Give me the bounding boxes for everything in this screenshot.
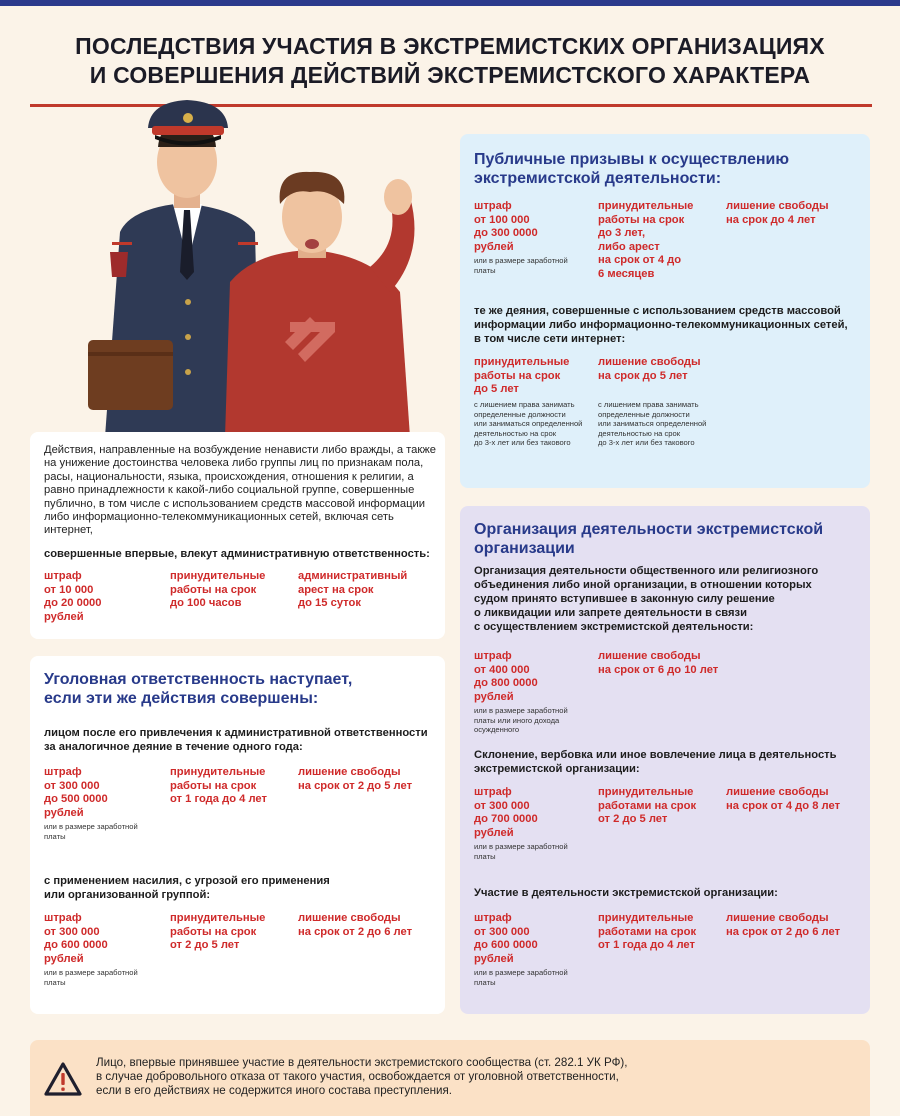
- admin-forced-labor: принудительные работы на срок до 100 часов: [170, 570, 266, 609]
- page-title-line1: ПОСЛЕДСТВИЯ УЧАСТИЯ В ЭКСТРЕМИСТСКИХ ОРГАНИЗАЦИЯХ: [75, 33, 825, 59]
- criminal-case1-forced-labor: принудительные работы на срок от 1 года до 4 лет: [170, 766, 267, 805]
- organization-heading: Организация деятельности экстремистской организации: [474, 521, 824, 557]
- criminal-case2-fine-note: или в размере заработной платы: [44, 968, 138, 987]
- organization-label1: Организация деятельности общественного или религиозного объединения либо иной организации, в отношении которых судом принято вступившее в законную силу решение о ликвидации или запрете деятельности в связи с осуществлением экстремистской деятельности:: [474, 565, 819, 633]
- illustration-officer-and-youth: [80, 92, 440, 437]
- top-stripe: [0, 0, 900, 6]
- criminal-case1-fine-note: или в размере заработной платы: [44, 822, 138, 841]
- organization-panel: [460, 506, 870, 1014]
- organization-label2: Склонение, вербовка или иное вовлечение лица в деятельность экстремистской организации:: [474, 749, 837, 775]
- criminal-case1-label: лицом после его привлечения к административной ответственности за аналогичное деяние в течение одного года:: [44, 727, 428, 753]
- criminal-case1-imprisonment: лишение свободы на срок от 2 до 5 лет: [298, 766, 413, 792]
- organization-label3: Участие в деятельности экстремистской организации:: [474, 887, 778, 899]
- public-calls-heading: Публичные призывы к осуществлению экстремистской деятельности:: [474, 151, 790, 187]
- organization-o1-fine-note: или в размере заработной платы или иного дохода осужденного: [474, 706, 568, 734]
- organization-o2-forced-labor: принудительные работами на срок от 2 до 5 лет: [598, 786, 697, 825]
- notice-text: Лицо, впервые принявшее участие в деятельности экстремистского сообщества (ст. 282.1 УК РФ), в случае добровольного отказа от такого участия, освобождается от уголовной ответственности, если в его действиях не содержится иного состава преступления.: [96, 1056, 628, 1098]
- public-calls-fine-note: или в размере заработной платы: [474, 256, 568, 275]
- organization-o1-imprisonment: лишение свободы на срок от 6 до 10 лет: [598, 650, 719, 676]
- criminal-case2-forced-labor: принудительные работы на срок от 2 до 5 лет: [170, 912, 266, 951]
- organization-o2-imprisonment: лишение свободы на срок от 4 до 8 лет: [726, 786, 841, 812]
- criminal-case1-fine: штраф от 300 000 до 500 0000 рублей: [44, 766, 108, 819]
- organization-o1-fine: штраф от 400 000 до 800 0000 рублей: [474, 650, 538, 703]
- organization-o3-fine-note: или в размере заработной платы: [474, 968, 568, 987]
- public-calls-fine: штраф от 100 000 до 300 0000 рублей: [474, 200, 538, 253]
- public-calls-media-imprisonment-note: с лишением права занимать определенные должности или заниматься определенной деятельностью на срок до 3-х лет или без такового: [598, 400, 707, 447]
- organization-o3-fine: штраф от 300 000 до 600 0000 рублей: [474, 912, 538, 965]
- admin-description: Действия, направленные на возбуждение ненависти либо вражды, а также на унижение достоинства человека либо группы лиц по признакам пола, расы, национальности, языка, происхождения, отношения к религии, а равно принадлежности к какой-либо социальной группе, совершенные публично, в том числе с использованием средств массовой информации либо информационно-телекоммуникационных сетей, включая сеть интернет,: [44, 444, 436, 537]
- page-title: [20, 32, 880, 90]
- criminal-liability-panel: [30, 656, 445, 1014]
- notice-banner: [30, 1040, 870, 1116]
- public-calls-media-label: те же деяния, совершенные с использованием средств массовой информации либо информационно-телекоммуникационных сетей, в том числе сети интернет:: [474, 305, 848, 345]
- public-calls-media-imprisonment: лишение свободы на срок до 5 лет: [598, 356, 701, 382]
- page-title-line2: И СОВЕРШЕНИЯ ДЕЙСТВИЙ ЭКСТРЕМИСТСКОГО ХАРАКТЕРА: [89, 62, 811, 88]
- public-calls-forced-labor: принудительные работы на срок до 3 лет, либо арест на срок от 4 до 6 месяцев: [598, 200, 694, 280]
- criminal-case2-label: с применением насилия, с угрозой его применения или организованной группой:: [44, 875, 330, 901]
- public-calls-imprisonment: лишение свободы на срок до 4 лет: [726, 200, 829, 226]
- public-calls-media-forced-labor: принудительные работы на срок до 5 лет: [474, 356, 570, 395]
- criminal-case2-imprisonment: лишение свободы на срок от 2 до 6 лет: [298, 912, 413, 938]
- admin-liability-panel: [30, 432, 445, 639]
- criminal-heading: Уголовная ответственность наступает, если эти же действия совершены:: [44, 671, 353, 707]
- admin-fine: штраф от 10 000 до 20 0000 рублей: [44, 570, 102, 623]
- organization-o2-fine: штраф от 300 000 до 700 0000 рублей: [474, 786, 538, 839]
- organization-o2-fine-note: или в размере заработной платы: [474, 842, 568, 861]
- organization-o3-forced-labor: принудительные работами на срок от 1 года до 4 лет: [598, 912, 697, 951]
- public-calls-media-forced-labor-note: с лишением права занимать определенные должности или заниматься определенной деятельностью на срок до 3-х лет или без такового: [474, 400, 583, 447]
- warning-icon: [44, 1062, 82, 1096]
- admin-subheading: совершенные впервые, влекут административную ответственность:: [44, 548, 430, 560]
- public-calls-panel: [460, 134, 870, 488]
- organization-o3-imprisonment: лишение свободы на срок от 2 до 6 лет: [726, 912, 841, 938]
- criminal-case2-fine: штраф от 300 000 до 600 0000 рублей: [44, 912, 108, 965]
- admin-arrest: административный арест на срок до 15 суток: [298, 570, 408, 609]
